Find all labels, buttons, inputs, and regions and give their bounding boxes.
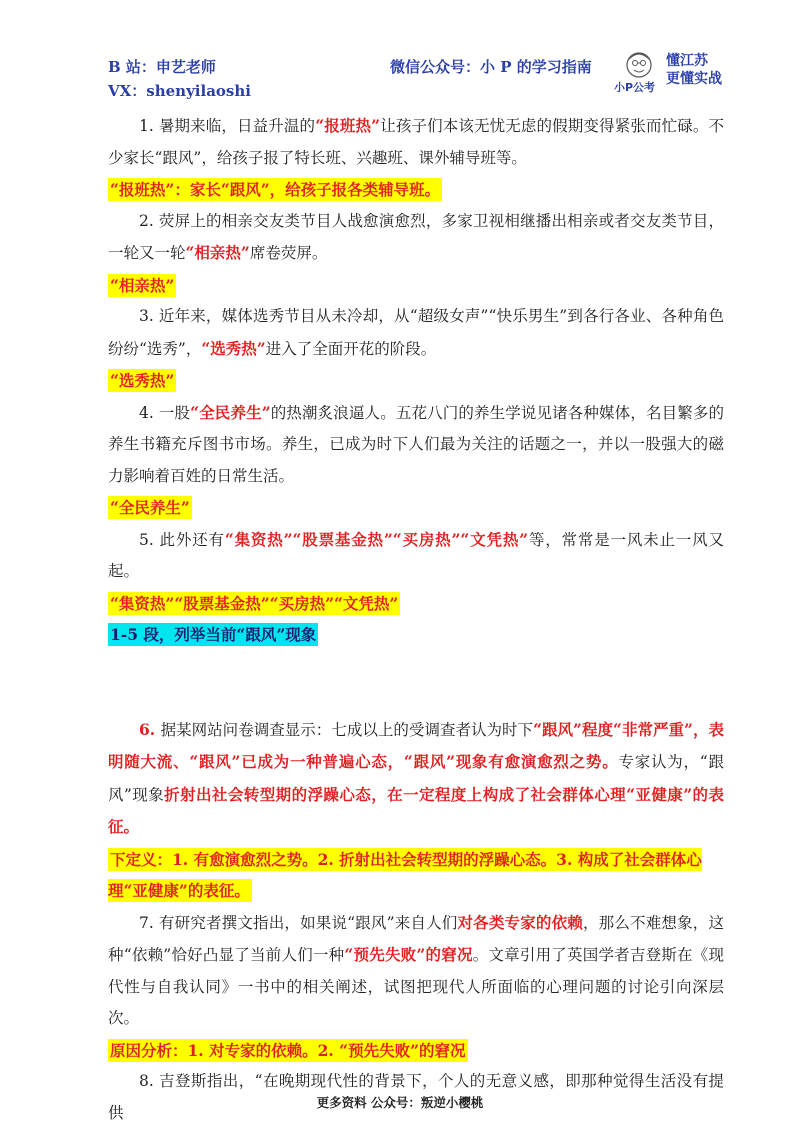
paragraph-4: 4. 一股“全民养生”的热潮炙浪逼人。五花八门的养生学说见诸各种媒体，名目繁多的养生书籍充斥图书市场。养生，已成为时下人们最为关注的话题之一，并以一股强大的磁力影响着百姓的日常生活。: [108, 402, 724, 485]
logo-caption: 小P公考: [614, 81, 656, 94]
note-7: 原因分析：1. 对专家的依赖。2. “预先失败”的窘况: [110, 1040, 466, 1060]
note-3: “选秀热”: [110, 371, 175, 390]
note-6: 下定义：1. 有愈演愈烈之势。2. 折射出社会转型期的浮躁心态。3. 构成了社会群体心理“亚健康”的表征。: [108, 849, 702, 900]
paragraph-7: 7. 有研究者撰文指出，如果说“跟风”来自人们对各类专家的依赖，那么不难想象，这种“依赖”恰好凸显了当前人们一种“预先失败”的窘况。文章引用了英国学者吉登斯在《现代性与自我认同》一书中的相关阐述，试图把现代人所面临的心理问题的讨论引向深层次。: [108, 912, 724, 1027]
paragraph-6: 6. 据某网站问卷调查显示：七成以上的受调查者认为时下“跟风”程度“非常严重”，表明随大流、“跟风”已成为一种普遍心态，“跟风”现象有愈演愈烈之势。专家认为，“跟风”现象折射出社会转型期的浮躁心态，在一定程度上构成了社会群体心理“亚健康”的表征。: [108, 719, 724, 836]
paragraph-1: 1. 暑期来临，日益升温的“报班热”让孩子们本该无忧无虑的假期变得紧张而忙碌。不少家长“跟风”，给孩子报了特长班、兴趣班、课外辅导班等。: [108, 116, 724, 167]
footer-text: 更多资料 公众号：叛逆小樱桃: [316, 1095, 484, 1110]
bilibili-label: B 站：申艺老师: [108, 58, 216, 76]
note-5: “集资热”“股票基金热”“买房热”“文凭热”: [110, 593, 399, 613]
brand-line-1: 懂江苏: [666, 53, 708, 69]
paragraph-3: 3. 近年来，媒体选秀节目从未冷却，从“超级女声”“快乐男生”到各行各业、各种角色纷纷“选秀”，“选秀热”进入了全面开花的阶段。: [108, 307, 724, 358]
note-4: “全民养生”: [110, 498, 190, 517]
paragraph-2: 2. 荧屏上的相亲交友类节目人战愈演愈烈，多家卫视相继播出相亲或者交友类节目，一轮又一轮“相亲热”席卷荧屏。: [108, 211, 724, 262]
vx-label: VX：shenyilaoshi: [108, 82, 251, 100]
document-body: [108, 110, 724, 1129]
brand-text: [666, 52, 722, 88]
note-2: “相亲热”: [110, 275, 175, 295]
wechat-label: 微信公众号：小 P 的学习指南: [390, 58, 592, 76]
note-1: “报班热”：家长“跟风”，给孩子报各类辅导班。: [110, 180, 441, 199]
paragraph-5: 5. 此外还有“集资热”“股票基金热”“买房热”“文凭热”等，常常是一风未止一风又起。: [108, 529, 725, 580]
summary-note: 1-5 段，列举当前“跟风”现象: [110, 625, 317, 644]
section-gap: [108, 651, 724, 714]
brand-line-2: 更懂实战: [666, 71, 722, 87]
paragraph-8: 8. 吉登斯指出，“在晚期现代性的背景下，个人的无意义感，即那种觉得生活没有提供: [108, 1072, 724, 1122]
